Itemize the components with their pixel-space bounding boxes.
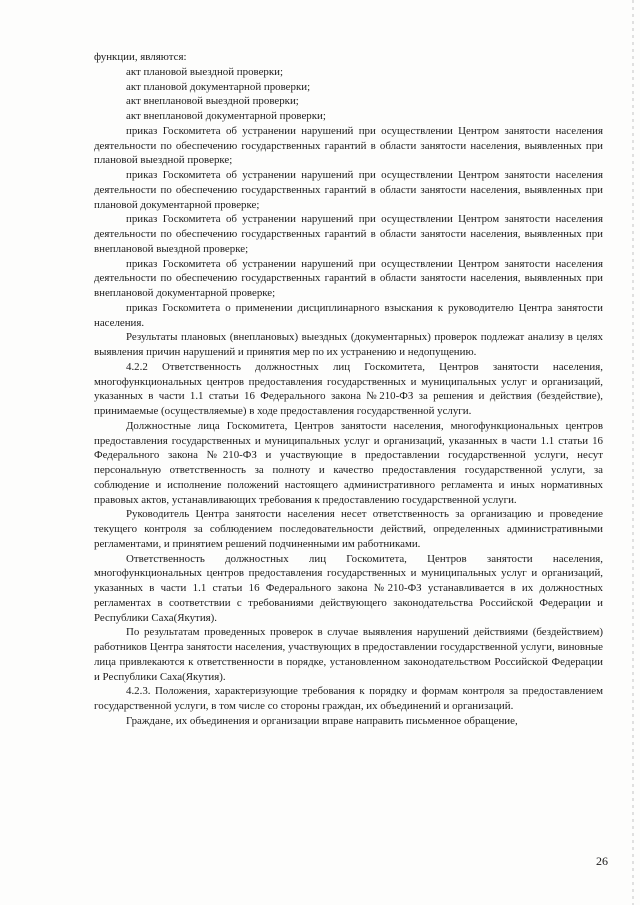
paragraph: функции, являются: [94, 51, 187, 63]
section-heading: 4.2.3. Положения, характеризующие требования к порядку и формам контроля за предоставлением государственной услуги, в том числе со стороны граждан, их объединений и организаций. [94, 685, 603, 712]
list-item: приказ Госкомитета о применении дисциплинарного взыскания к руководителю Центра занятости населения. [94, 301, 603, 329]
list-item: приказ Госкомитета об устранении нарушений при осуществлении Центром занятости населения деятельности по обеспечению государственных гарантий в области занятости населения, выявленных при плановой документарной проверке; [94, 169, 603, 211]
page-number: 26 [596, 854, 608, 868]
paragraph: Граждане, их объединения и организации вправе направить письменное обращение, [126, 714, 518, 727]
paragraph: По результатам проведенных проверок в случае выявления нарушений действиями (бездействием) работников Центра занятости населения, участвующих в предоставлении государственной услуги, виновные лица привлекаются к ответственности в порядке, установленном законодательством Российской Федерации и Республики Саха(Якутия). [94, 626, 603, 683]
list-item: приказ Госкомитета об устранении нарушений при осуществлении Центром занятости населения деятельности по обеспечению государственных гарантий в области занятости населения, выявленных при внеплановой документарной проверке; [94, 257, 603, 299]
list-item: приказ Госкомитета об устранении нарушений при осуществлении Центром занятости населения деятельности по обеспечению государственных гарантий в области занятости населения, выявленных при плановой выездной проверке; [94, 124, 603, 167]
document-page [94, 50, 603, 729]
list-item: акт внеплановой документарной проверки; [126, 110, 326, 122]
paragraph: Руководитель Центра занятости населения несет ответственность за организацию и проведение текущего контроля за соблюдением последовательности действий, определенных административными регламентами, и принятием решений подчиненными им работниками. [94, 508, 603, 550]
list-item: акт плановой документарной проверки; [126, 80, 311, 93]
list-item: акт внеплановой выездной проверки; [126, 95, 299, 108]
section-heading: 4.2.2 Ответственность должностных лиц Госкомитета, Центров занятости населения, многофункциональных центров предоставления государственных и муниципальных услуг и организаций, указанных в части 1.1 статьи 16 Федерального закона №210-ФЗ за решения и действия (бездействие), принимаемые (осуществляемые) в ходе предоставления государственной услуги. [94, 360, 603, 417]
paragraph: Ответственность должностных лиц Госкомитета, Центров занятости населения, многофункциональных центров предоставления государственных и муниципальных услуг и организаций, указанных в части 1.1 статьи 16 Федерального закона №210-ФЗ устанавливается в их должностных регламентах в соответствии с требованиями действующего законодательства Российской Федерации и Республики Саха(Якутия). [94, 552, 603, 624]
scan-edge [632, 0, 634, 905]
paragraph: Результаты плановых (внеплановых) выездных (документарных) проверок подлежат анализу в целях выявления причин нарушений и принятия мер по их устранению и недопущению. [94, 331, 603, 358]
list-item: приказ Госкомитета об устранении нарушений при осуществлении Центром занятости населения деятельности по обеспечению государственных гарантий в области занятости населения, выявленных при внеплановой выездной проверке; [94, 213, 603, 255]
list-item: акт плановой выездной проверки; [126, 65, 284, 78]
paragraph: Должностные лица Госкомитета, Центров занятости населения, многофункциональных центров предоставления государственных и муниципальных услуг и организаций, указанных в части 1.1 статьи 16 Федерального закона №210-ФЗ и участвующие в предоставлении государственной услуги, несут персональную ответственность за полноту и качество предоставления государственной услуги, за соблюдение и исполнение положений настоящего административного регламента и иных нормативных правовых актов, устанавливающих требования к предоставлению государственной услуги. [94, 419, 603, 506]
